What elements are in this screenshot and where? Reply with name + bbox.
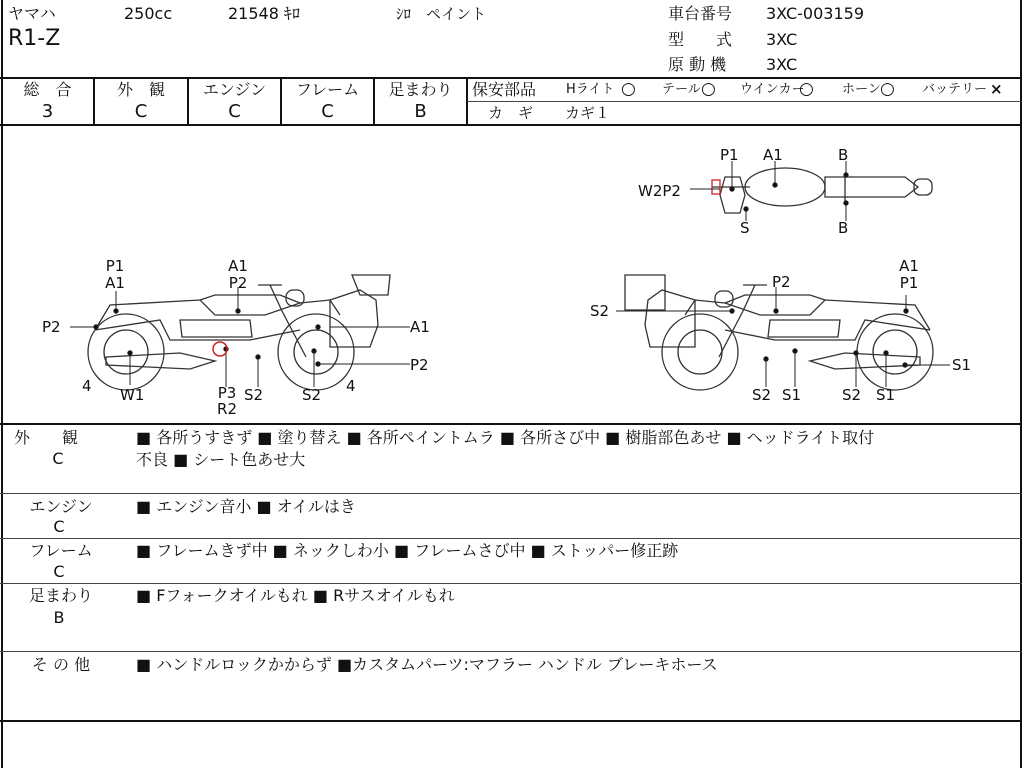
note-text-exterior: ■ 各所うすきず ■ 塗り替え ■ 各所ペイントムラ ■ 各所さび中 ■ 樹脂部色あせ ■ ヘッドライト取付 [136,428,875,447]
note-text-engine: ■ エンジン音小 ■ オイルはき [136,497,356,516]
right-side-bike-outline [625,275,933,390]
grade-label-suspension: 足まわり [388,80,453,99]
type-label: 型 式 [668,30,733,49]
safety-battery-mark: × [990,80,1003,98]
grade-label-frame: フレーム [295,80,360,99]
label-right-s2-box: S2 [590,302,610,320]
label-top-w2p2: W2P2 [638,182,681,200]
grade-value-suspension: B [414,101,427,122]
engine-label: 原 動 機 [668,55,727,74]
label-left-a1-side: A1 [410,318,430,336]
model-name: R1-Z [8,26,61,51]
grade-label-exterior: 外 観 [116,80,165,99]
label-right-s1-rear: S1 [952,356,972,374]
note-category-suspension: 足まわり [28,586,93,605]
note-text-suspension: ■ Fフォークオイルもれ ■ Rサスオイルもれ [136,586,455,605]
maker: ヤマハ [8,4,56,23]
label-left-4-front: 4 [82,377,92,395]
grade-value-exterior: C [134,101,148,122]
label-left-p2-rear: P2 [410,356,429,374]
top-view-bike-outline [712,168,932,213]
label-left-s2-rear: S2 [302,386,322,404]
grade-value-frame: C [321,101,334,122]
safety-headlight-label: Hライト [566,82,615,97]
safety-winker-label: ウインカー [740,82,805,97]
note-text-exterior-2: 不良 ■ シート色あせ大 [136,450,306,469]
note-divider-1 [0,493,1022,494]
mileage: 21548 ｷﾛ [228,4,300,23]
label-left-p3r2: P3 R2 [217,384,237,418]
grade-value-overall: 3 [41,101,54,122]
key-label: カ ギ [488,104,534,122]
label-left-a1p2: A1 P2 [228,257,248,292]
engine-value: 3XC [766,55,798,74]
note-category-frame: フレーム [29,541,93,560]
note-text-frame: ■ フレームきず中 ■ ネックしわ小 ■ フレームさび中 ■ ストッパー修正跡 [136,541,679,560]
label-left-p2-front: P2 [42,318,61,336]
label-right-s1a: S1 [782,386,802,404]
note-divider-2 [0,538,1022,539]
label-right-s1b: S1 [876,386,896,404]
note-grade-suspension: B [53,608,65,627]
color: ｼﾛ ペイント [396,5,487,23]
grade-label-overall: 総 合 [23,80,72,99]
safety-winker-mark: ○ [799,79,814,99]
label-right-p2: P2 [772,273,791,291]
frame-no-label: 車台番号 [668,4,733,23]
label-left-s2-under: S2 [244,386,264,404]
label-left-4-rear: 4 [346,377,356,395]
diagram-divider [0,423,1022,425]
frame-no: 3XC-003159 [766,4,864,23]
note-divider-3 [0,583,1022,584]
label-right-s2b: S2 [842,386,862,404]
key-value: カギ１ [565,104,611,122]
note-divider-4 [0,651,1022,652]
label-top-p1: P1 [720,146,739,164]
safety-label: 保安部品 [472,80,537,99]
type-value: 3XC [766,30,798,49]
motorcycle-diagram [0,125,1022,423]
label-left-p1a1: P1 A1 [105,257,125,292]
note-category-exterior: 外 観 [13,428,78,447]
note-grade-engine: C [53,517,65,536]
note-grade-exterior: C [52,449,64,468]
safety-horn-label: ホーン [842,82,881,97]
label-left-w1: W1 [120,386,145,404]
label-right-s2a: S2 [752,386,772,404]
safety-headlight-mark: ○ [621,79,636,99]
label-top-b-upper: B [838,146,849,164]
safety-horn-mark: ○ [880,79,895,99]
label-top-a1: A1 [763,146,783,164]
label-top-s: S [740,219,750,237]
note-category-other: そ の 他 [31,655,91,674]
grade-label-engine: エンジン [202,80,267,99]
safety-tail-mark: ○ [701,79,716,99]
header-divider [0,77,1022,79]
safety-inner-divider [467,101,1022,102]
grade-value-engine: C [228,101,241,122]
left-side-bike-outline [88,275,390,390]
safety-battery-label: バッテリー [922,82,988,97]
note-category-engine: エンジン [29,497,93,516]
displacement: 250cc [124,4,173,23]
note-text-other: ■ ハンドルロックかからず ■カスタムパーツ:マフラー ハンドル ブレーキホース [136,655,718,674]
safety-tail-label: テール [662,82,701,97]
label-top-b-lower: B [838,219,849,237]
label-right-a1p1: A1 P1 [899,257,919,292]
note-grade-frame: C [53,562,65,581]
notes-bottom-border [0,720,1022,722]
